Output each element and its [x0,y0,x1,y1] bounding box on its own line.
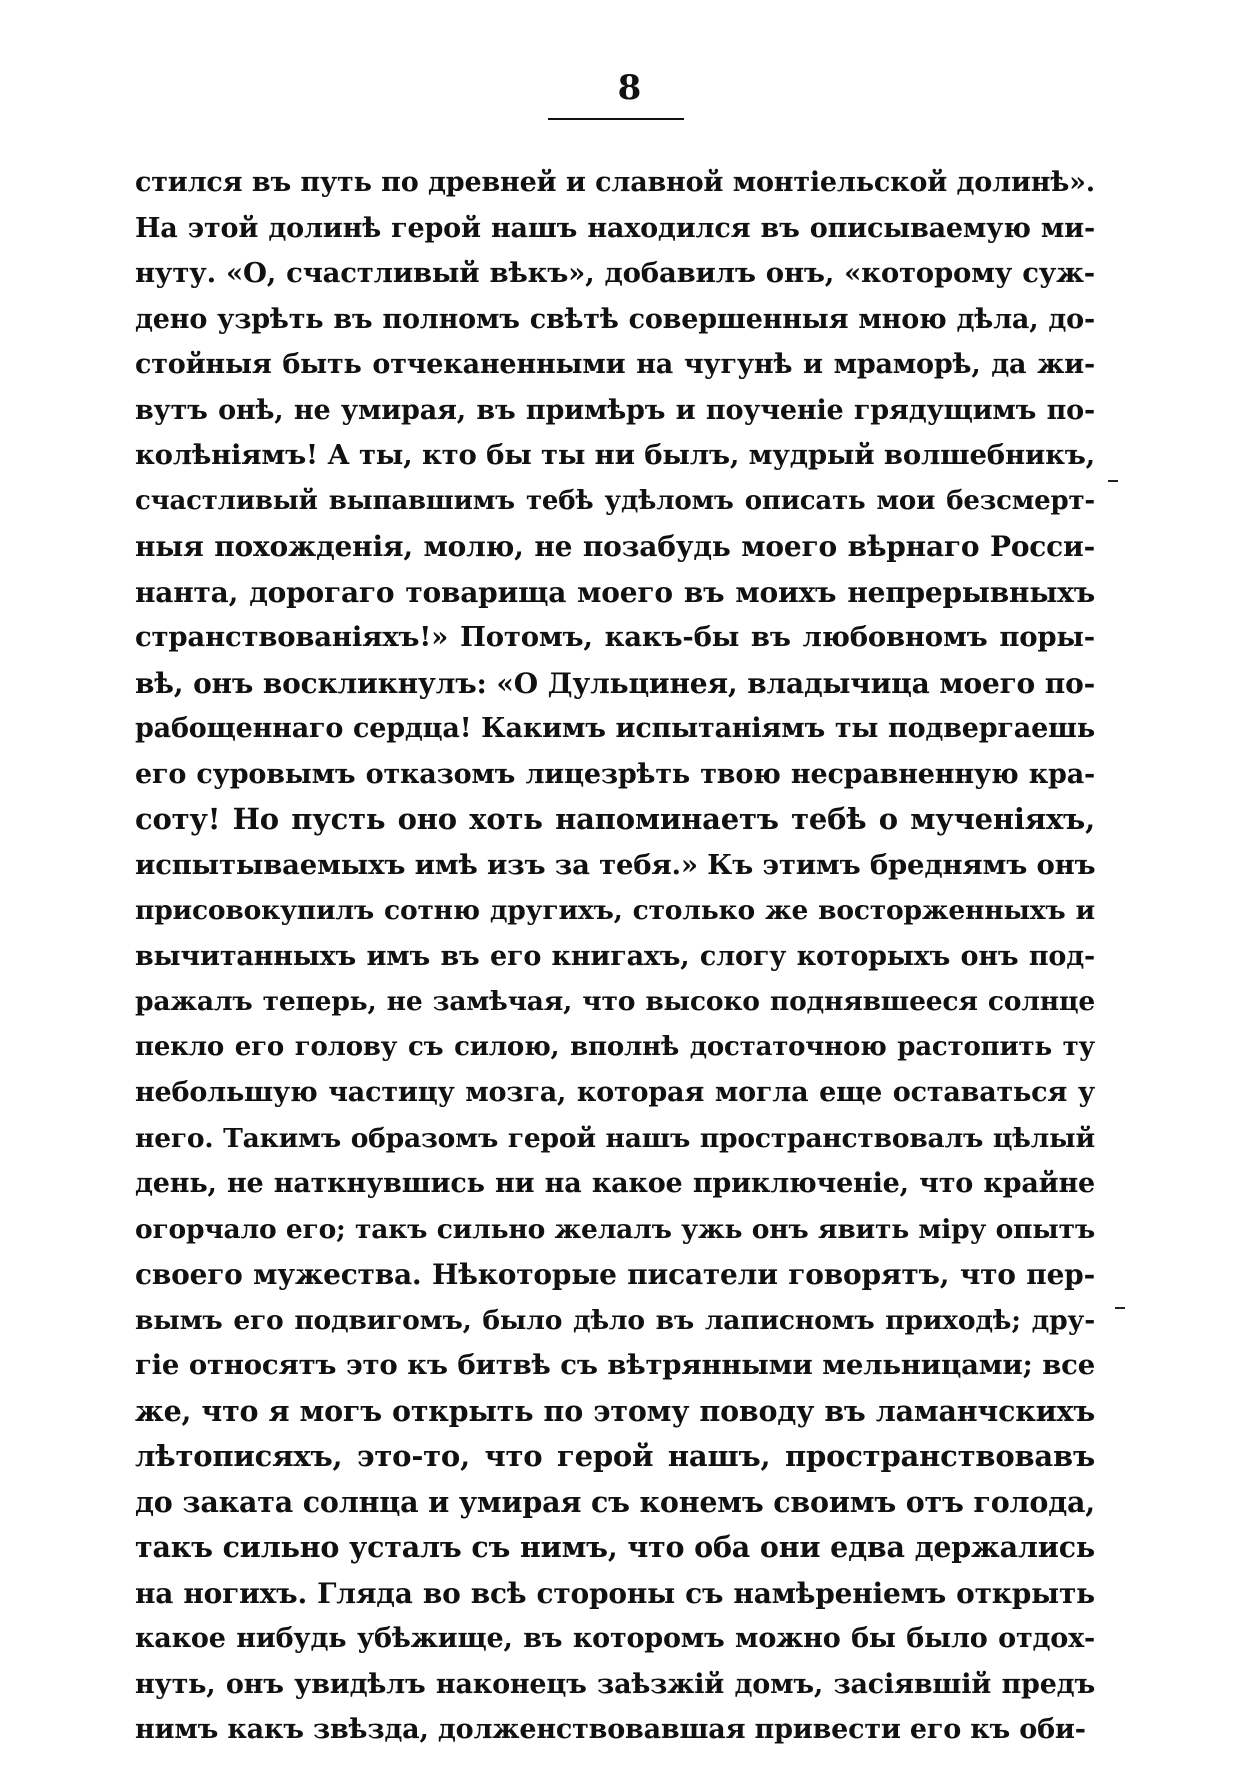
text-line: такъ сильно усталъ съ нимъ, что оба они едва держались [135,1530,1095,1564]
body-text [135,160,1095,1753]
text-line: нуть, онъ увидѣлъ наконецъ заѣзжій домъ, засіявшій предъ [135,1668,1095,1700]
text-line: вутъ онѣ, не умирая, въ примѣръ и поученіе грядущимъ по- [135,394,1095,426]
text-line: счастливый выпавшимъ тебѣ удѣломъ описать мои безсмерт- [135,485,1095,516]
text-line: колѣніямъ! А ты, кто бы ты ни былъ, мудрый волшебникъ, [135,439,1095,471]
text-line: нимъ какъ звѣзда, долженствовавшая привести его къ оби- [135,1714,1086,1745]
text-line: своего мужества. Нѣкоторые писатели говорятъ, что пер- [135,1258,1095,1291]
text-line: день, не наткнувшись ни на какое приключеніе, что крайне [135,1168,1095,1199]
text-line: На этой долинѣ герой нашъ находился въ описываемую ми- [135,212,1095,244]
text-line: стойныя быть отчеканенными на чугунѣ и мраморѣ, да жи- [135,349,1095,380]
text-line: на ногихъ. Гляда во всѣ стороны съ намѣреніемъ открыть [135,1576,1095,1610]
text-line: вычитанныхъ имъ въ его книгахъ, слогу которыхъ онъ под- [135,940,1095,972]
text-line: нанта, дорогаго товарища моего въ моихъ непрерывныхъ [135,575,1095,609]
text-line: до заката солнца и умирая съ конемъ своимъ отъ голода, [135,1484,1095,1519]
text-line: испытываемыхъ имѣ изъ за тебя.» Къ этимъ бреднямъ онъ [135,848,1095,881]
text-line: вѣ, онъ воскликнулъ: «О Дульцинея, владычица моего по- [135,666,1095,700]
text-line: же, что я могъ открыть по этому поводу въ ламанчскихъ [135,1393,1095,1428]
text-line: рабощеннаго сердца! Какимъ испытаніямъ ты подвергаешь [135,713,1095,744]
text-line: соту! Но пусть оно хоть напоминаетъ тебѣ о мученіяхъ, [135,802,1095,836]
text-line: огорчало его; такъ сильно желалъ ужь онъ явить міру опытъ [135,1213,1095,1245]
text-line: гіе относятъ это къ битвѣ съ вѣтрянными мельницами; все [135,1349,1095,1381]
text-line: пекло его голову съ силою, вполнѣ достаточною растопить ту [135,1031,1095,1062]
text-line: какое нибудь убѣжище, въ которомъ можно бы было отдох- [135,1623,1095,1654]
text-line: дено узрѣть въ полномъ свѣтѣ совершенныя мною дѣла, до- [135,303,1095,335]
text-line: лѣтописяхъ, это-то, что герой нашъ, пространствовавъ [135,1439,1095,1473]
text-line: нуту. «О, счастливый вѣкъ», добавилъ онъ, «которому суж- [135,257,1095,289]
page-number: 8 [617,68,642,108]
text-line: ныя похожденія, молю, не позабудь моего вѣрнаго Росси- [135,530,1095,563]
margin-mark [1108,480,1118,482]
text-line: небольшую частицу мозга, которая могла еще оставаться у [135,1077,1095,1108]
text-line: его суровымъ отказомъ лицезрѣть твою несравненную кра- [135,758,1095,790]
text-line: него. Такимъ образомъ герой нашъ пространствовалъ цѣлый [135,1122,1095,1154]
header-rule [548,118,684,120]
margin-mark [1115,1307,1125,1309]
text-line: вымъ его подвигомъ, было дѣло въ лаписномъ приходѣ; дру- [135,1304,1095,1336]
text-line: странствованіяхъ!» Потомъ, какъ-бы въ любовномъ поры- [135,621,1095,653]
text-line: присовокупилъ сотню другихъ, столько же восторженныхъ и [135,895,1095,926]
text-line: стился въ путь по древней и славной монтіельской долинѣ». [135,167,1095,198]
text-line: ражалъ теперь, не замѣчая, что высоко поднявшееся солнце [135,986,1095,1017]
